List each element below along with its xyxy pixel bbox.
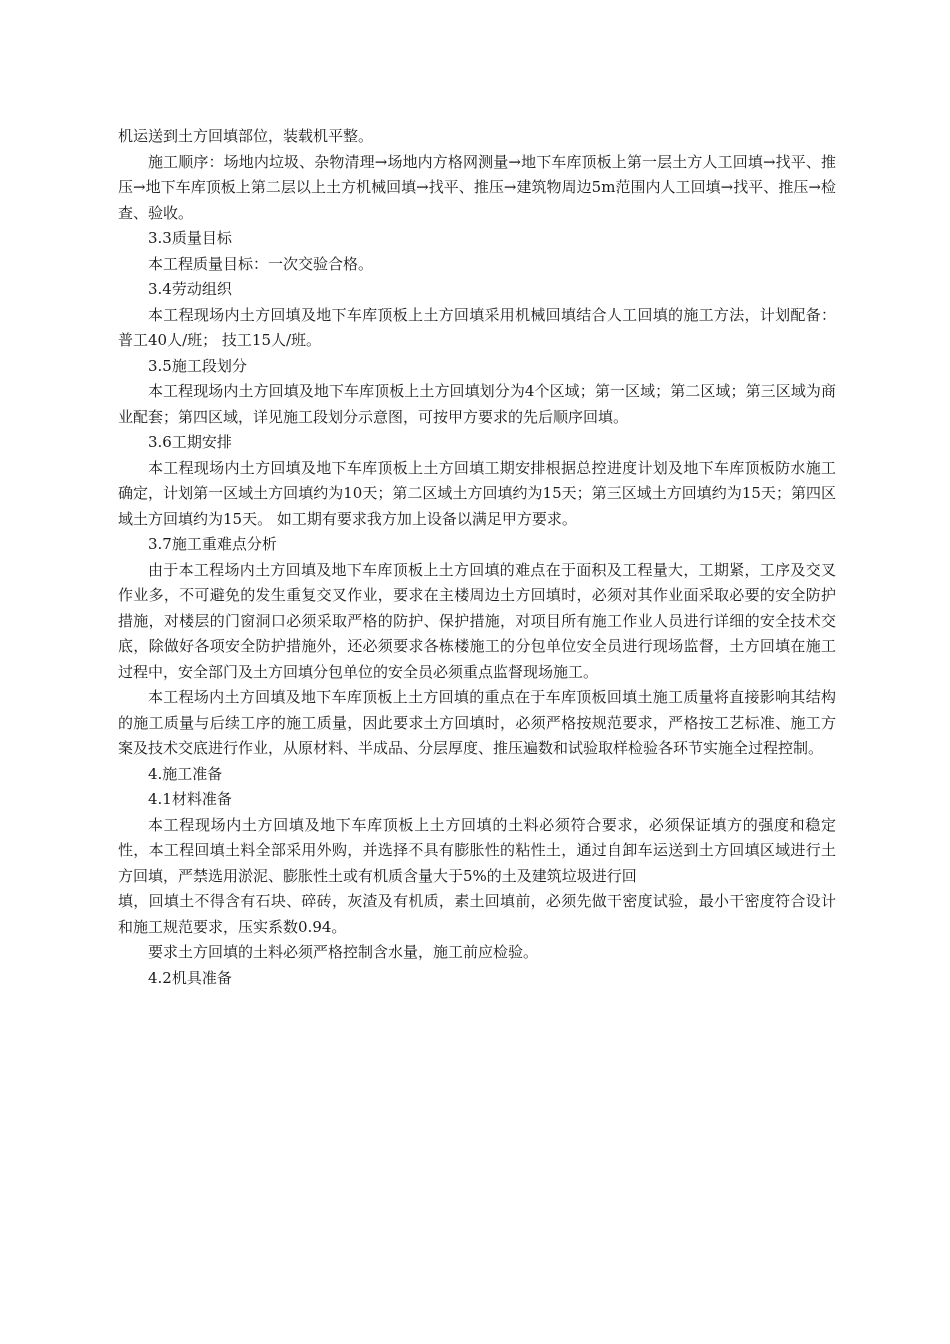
paragraph-schedule: 本工程现场内土方回填及地下车库顶板上土方回填工期安排根据总控进度计划及地下车库顶板防水施工确定，计划第一区域土方回填约为10天；第二区域土方回填约为15天；第三区域土方回填约为15天；第四区域土方回填约为15天。 如工期有要求我方加上设备以满足甲方要求。 xyxy=(118,458,836,528)
paragraph-continuation: 机运送到土方回填部位，装载机平整。 xyxy=(118,127,374,145)
paragraph-quality-target: 本工程质量目标：一次交验合格。 xyxy=(148,254,374,273)
paragraph-section-division: 本工程现场内土方回填及地下车库顶板上土方回填划分为4个区域；第一区域；第二区域；第三区域为商业配套；第四区域，详见施工段划分示意图，可按甲方要求的先后顺序回填。 xyxy=(118,382,836,426)
section-heading-3-7: 3.7施工重难点分析 xyxy=(148,535,277,553)
paragraph-construction-sequence: 施工顺序：场地内垃圾、杂物清理→场地内方格网测量→地下车库顶板上第一层土方人工回填→找平、推压→地下车库顶板上第二层以上土方机械回填→找平、推压→建筑物周边5m范围内人工回填→找平、推压→检查、验收。 xyxy=(118,152,836,222)
paragraph-material-preparation: 本工程现场内土方回填及地下车库顶板上土方回填的土料必须符合要求，必须保证填方的强度和稳定性，本工程回填土料全部采用外购，并选择不具有膨胀性的粘性土，通过自卸车运送到土方回填区域进行土方回填，严禁选用淤泥、膨胀性土或有机质含量大于5%的土及建筑垃圾进行回 xyxy=(118,815,836,885)
section-heading-3-6: 3.6工期安排 xyxy=(148,433,232,451)
paragraph-labor-organization: 本工程现场内土方回填及地下车库顶板上土方回填采用机械回填结合人工回填的施工方法，计划配备：普工40人/班； 技工15人/班。 xyxy=(118,305,836,349)
paragraph-key-points: 本工程场内土方回填及地下车库顶板上土方回填的重点在于车库顶板回填土施工质量将直接影响其结构的施工质量与后续工序的施工质量，因此要求土方回填时，必须严格按规范要求，严格按工艺标准、施工方案及技术交底进行作业，从原材料、半成品、分层厚度、推压遍数和试验取样检验各环节实施全过程控制。 xyxy=(118,688,836,757)
section-heading-4-2: 4.2机具准备 xyxy=(148,968,232,987)
section-heading-4-1: 4.1材料准备 xyxy=(148,790,232,808)
section-heading-3-4: 3.4劳动组织 xyxy=(148,280,232,298)
paragraph-difficulty-analysis: 由于本工程场内土方回填及地下车库顶板上土方回填的难点在于面积及工程量大，工期紧，工序及交叉作业多，不可避免的发生重复交叉作业，要求在主楼周边土方回填时，必须对其作业面采取必要的安全防护措施，对楼层的门窗洞口必须采取严格的防护、保护措施，对项目所有施工作业人员进行详细的安全技术交底，除做好各项安全防护措施外，还必须要求各栋楼施工的分包单位安全员进行现场监督，土方回填在施工过程中，安全部门及土方回填分包单位的安全员必须重点监督现场施工。 xyxy=(118,560,836,681)
document-body xyxy=(118,124,836,991)
section-heading-3-3: 3.3质量目标 xyxy=(148,229,232,247)
paragraph-material-continuation: 填，回填土不得含有石块、碎砖，灰渣及有机质，素土回填前，必须先做干密度试验，最小干密度符合设计和施工规范要求，压实系数0.94。 xyxy=(118,892,836,936)
section-heading-3-5: 3.5施工段划分 xyxy=(148,356,247,375)
section-heading-4: 4.施工准备 xyxy=(148,764,223,783)
paragraph-moisture-control: 要求土方回填的土料必须严格控制含水量，施工前应检验。 xyxy=(148,943,539,961)
